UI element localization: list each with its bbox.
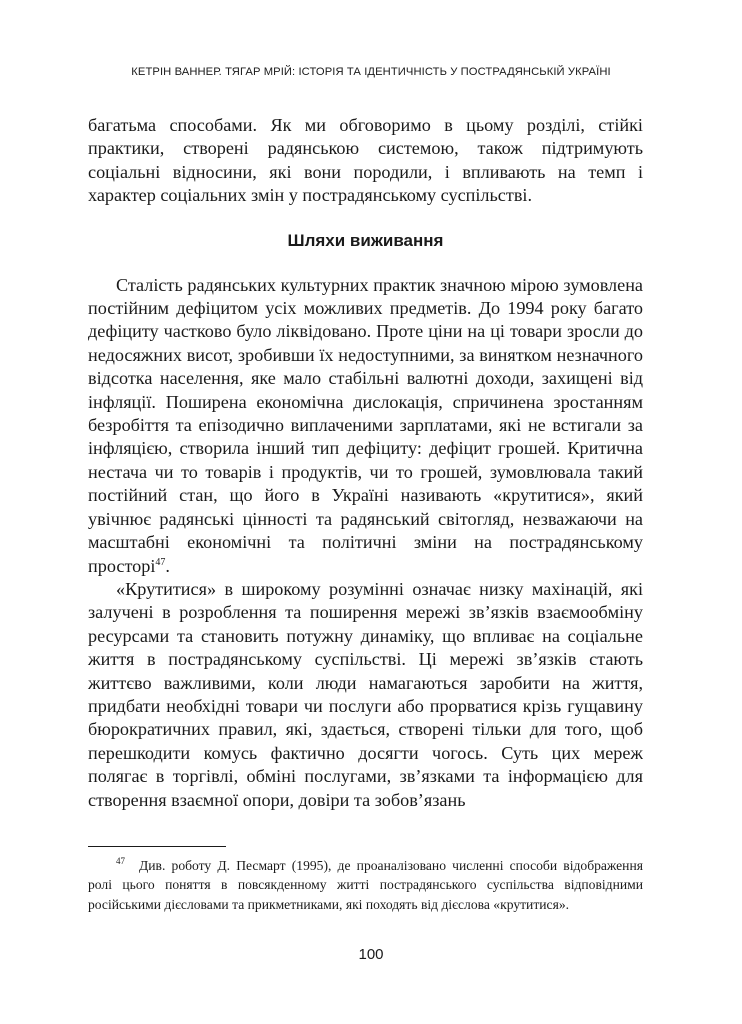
footnote-text: Див. роботу Д. Песмарт (1995), де проаналізовано численні способи відображення ролі цього поняття в повсякденному житті пострадянського суспільства відповідними російськими дієсловами та прикметниками, які походять від дієслова «крутитися».: [88, 858, 643, 912]
paragraph-1-end: .: [165, 555, 170, 576]
footnote-number: 47: [116, 856, 125, 867]
footnote: [88, 856, 643, 914]
page-number: 100: [358, 946, 384, 963]
paragraph-1-text: Сталість радянських культурних практик значною мірою зумовлена постійним дефіцитом усіх можливих предметів. До 1994 року багато дефіциту частково було ліквідовано. Проте ціни на ці товари зросли до недосяжних висот, зробивши їх недоступними, за винятком незначного відсотка населення, яке мало стабільні валютні доходи, захищені від інфляції. Поширена економічна дислокація, спричинена зростанням безробіття та епізодично виплаченими зарплатами, які не встигали за інфляцією, створила інший тип дефіциту: дефіцит грошей. Критична нестача чи то товарів і продуктів, чи то грошей, зумовлювала такий постійний стан, що його в Україні називають «крутитися», який увічнює радянські цінності та радянський світогляд, незважаючи на масштабні економічні та політичні зміни на пострадянському просторі: [88, 274, 643, 576]
footnote-divider: [88, 846, 226, 847]
paragraph-2: «Крутитися» в широкому розумінні означає низку махінацій, які залучені в розроблення та поширення мережі зв’язків взаємообміну ресурсами та становить потужну динаміку, що впливає на соціальне життя в пострадянському суспільстві. Ці мережі зв’язків стають життєво важливими, коли люди намагаються заробити на життя, придбати необхідні товари чи послуги або прорватися крізь гущавину бюрократичних правил, які, здається, створені тільки для того, щоб перешкодити комусь фактично досягти чогось. Суть цих мереж полягає в торгівлі, обміні послугами, зв’язками та інформацією для створення взаємної опори, довіри та зобов’язань: [88, 578, 643, 810]
intro-paragraph: багатьма способами. Як ми обговоримо в цьому розділі, стійкі практики, створені радянською системою, також підтримують соціальні відносини, які вони породили, і впливають на темп і характер соціальних змін у пострадянському суспільстві.: [88, 115, 643, 206]
footnote-reference: 47: [155, 556, 166, 568]
body-text: [88, 114, 643, 812]
paragraph-1: [88, 274, 643, 578]
section-heading: Шляхи виживання: [287, 230, 444, 250]
running-head: КЕТРІН ВАННЕР. ТЯГАР МРІЙ: ІСТОРІЯ ТА ІДЕНТИЧНІСТЬ У ПОСТРАДЯНСЬКІЙ УКРАЇНІ: [131, 66, 611, 78]
